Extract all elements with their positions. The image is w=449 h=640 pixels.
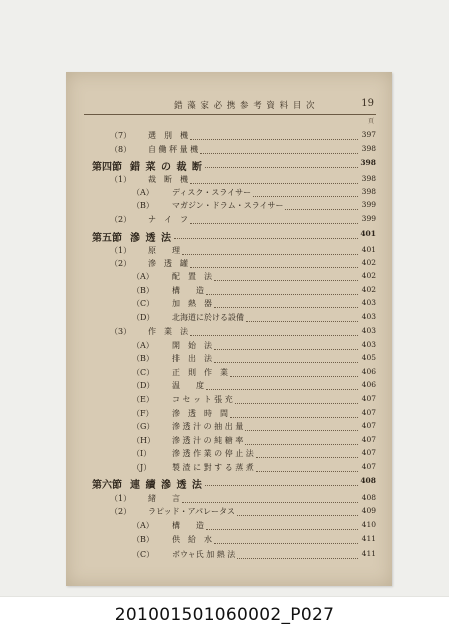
leader-dots — [214, 348, 358, 350]
toc-entry — [0, 435, 449, 449]
toc-entry — [0, 258, 449, 272]
entry-label: （7） — [110, 131, 132, 140]
entry-page: 406 — [361, 380, 376, 389]
entry-label: （2） — [110, 259, 132, 268]
leader-dots — [237, 514, 358, 516]
leader-dots — [182, 501, 358, 503]
entry-text: 作 業 法 — [148, 327, 188, 336]
leader-dots — [214, 361, 358, 363]
leader-dots — [246, 320, 358, 322]
leader-dots — [245, 443, 358, 445]
entry-label: （B） — [132, 535, 154, 544]
entry-label: （J） — [132, 463, 152, 472]
toc-entry — [0, 298, 449, 312]
entry-page: 410 — [361, 520, 376, 529]
entry-label: （C） — [132, 299, 155, 308]
toc-section-entry — [0, 158, 449, 172]
entry-text: 滲 透 罐 — [148, 259, 188, 268]
leader-dots — [214, 306, 358, 308]
toc-entry — [0, 245, 449, 259]
toc-entry — [0, 421, 449, 435]
entry-page: 398 — [361, 187, 376, 196]
running-header — [84, 97, 376, 113]
leader-dots — [253, 195, 358, 197]
entry-text: 滲 透 汁 の 抽 出 量 — [172, 422, 244, 431]
toc-entry — [0, 214, 449, 228]
entry-text: 自 働 秤 量 機 — [148, 145, 199, 154]
toc-section-entry — [0, 476, 449, 490]
leader-dots — [205, 484, 358, 486]
entry-label: （3） — [110, 327, 132, 336]
entry-label: （2） — [110, 215, 132, 224]
header-page-number: 19 — [361, 98, 374, 109]
entry-text: 供 給 水 — [172, 535, 212, 544]
section-title: 連 續 滲 透 法 — [130, 480, 203, 491]
toc-entry — [0, 462, 449, 476]
entry-text: 選 別 機 — [148, 131, 188, 140]
entry-page: 407 — [361, 421, 376, 430]
entry-page: 402 — [361, 271, 376, 280]
toc-entry — [0, 130, 449, 144]
section-label: 第五節 — [92, 233, 122, 244]
entry-text: 原 理 — [148, 246, 180, 255]
leader-dots — [214, 542, 358, 544]
toc-entry — [0, 312, 449, 326]
toc-entry — [0, 380, 449, 394]
entry-page: 403 — [361, 340, 376, 349]
toc-entry — [0, 174, 449, 188]
entry-page: 403 — [361, 326, 376, 335]
entry-label: （D） — [132, 313, 155, 322]
entry-page: 399 — [361, 214, 376, 223]
entry-text: 北海道に於ける設備 — [172, 313, 244, 322]
entry-page: 408 — [360, 476, 376, 485]
entry-page: 398 — [360, 158, 376, 167]
toc-entry — [0, 448, 449, 462]
entry-label: （C） — [132, 550, 155, 559]
entry-page: 407 — [361, 394, 376, 403]
entry-page: 407 — [361, 408, 376, 417]
entry-label: （G） — [132, 422, 155, 431]
entry-page: 397 — [361, 130, 376, 139]
section-title: 錯 菜 の 裁 断 — [130, 162, 203, 173]
leader-dots — [200, 152, 358, 154]
entry-page: 408 — [361, 493, 376, 502]
entry-label: （1） — [110, 246, 132, 255]
entry-text: 滲 透 作 業 の 停 止 法 — [172, 449, 254, 458]
leader-dots — [190, 182, 358, 184]
entry-text: 製 渣 に 對 す る 蒸 煮 — [172, 463, 254, 472]
leader-dots — [190, 266, 358, 268]
toc-entry — [0, 367, 449, 381]
leader-dots — [190, 334, 358, 336]
entry-page: 409 — [361, 506, 376, 515]
entry-label: （B） — [132, 201, 154, 210]
leader-dots — [285, 208, 358, 210]
toc-entry — [0, 394, 449, 408]
leader-dots — [205, 166, 358, 168]
entry-label: （1） — [110, 175, 132, 184]
entry-text: ナ イ フ — [148, 215, 188, 224]
entry-label: （H） — [132, 436, 155, 445]
leader-dots — [245, 429, 358, 431]
entry-label: （1） — [110, 494, 132, 503]
section-label: 第六節 — [92, 480, 122, 491]
entry-label: （E） — [132, 395, 154, 404]
leader-dots — [237, 557, 358, 559]
entry-text: コ セ ッ ト 張 充 — [172, 395, 233, 404]
toc-entry — [0, 534, 449, 548]
toc-entry — [0, 549, 449, 563]
entry-page: 401 — [360, 229, 376, 238]
toc-entry — [0, 493, 449, 507]
entry-page: 407 — [361, 435, 376, 444]
entry-page: 402 — [361, 258, 376, 267]
toc-entry — [0, 506, 449, 520]
entry-page: 407 — [361, 462, 376, 471]
entry-page: 398 — [361, 174, 376, 183]
toc-entry — [0, 271, 449, 285]
entry-page: 411 — [361, 549, 376, 558]
entry-text: 正 則 作 業 — [172, 368, 228, 377]
entry-page: 405 — [361, 353, 376, 362]
entry-page: 403 — [361, 298, 376, 307]
entry-label: （A） — [132, 521, 154, 530]
toc-entry — [0, 285, 449, 299]
leader-dots — [174, 237, 358, 239]
leader-dots — [206, 293, 358, 295]
toc-entry — [0, 353, 449, 367]
entry-page: 407 — [361, 448, 376, 457]
toc-entry — [0, 326, 449, 340]
entry-label: （8） — [110, 145, 132, 154]
toc-entry — [0, 144, 449, 158]
leader-dots — [182, 253, 358, 255]
entry-text: マガジン・ドラム・スライサー — [172, 201, 284, 210]
entry-page: 402 — [361, 285, 376, 294]
toc-entry — [0, 340, 449, 354]
entry-label: （F） — [132, 409, 154, 418]
leader-dots — [230, 375, 358, 377]
entry-label: （D） — [132, 381, 155, 390]
entry-text: 排 出 法 — [172, 354, 212, 363]
entry-text: 滲 透 時 間 — [172, 409, 228, 418]
entry-page: 406 — [361, 367, 376, 376]
toc-entry — [0, 520, 449, 534]
entry-text: 緒 言 — [148, 494, 180, 503]
toc-entry — [0, 408, 449, 422]
entry-label: （C） — [132, 368, 155, 377]
entry-page: 398 — [361, 144, 376, 153]
entry-label: （2） — [110, 507, 132, 516]
leader-dots — [235, 402, 358, 404]
entry-label: （B） — [132, 354, 154, 363]
image-caption: 201001501060002_P027 — [114, 605, 335, 625]
section-title: 滲 透 法 — [130, 233, 172, 244]
page-unit-label: 頁 — [368, 118, 375, 125]
entry-text: ディスク・スライサー — [172, 188, 252, 197]
leader-dots — [206, 528, 358, 530]
leader-dots — [256, 456, 358, 458]
entry-text: 配 置 法 — [172, 272, 212, 281]
entry-text: ラピッド・アパレータス — [148, 507, 236, 516]
entry-text: 開 始 法 — [172, 341, 212, 350]
entry-text: 加 熱 器 — [172, 299, 212, 308]
entry-page: 399 — [361, 200, 376, 209]
entry-text: 温 度 — [172, 381, 204, 390]
section-label: 第四節 — [92, 162, 122, 173]
entry-label: （A） — [132, 341, 154, 350]
entry-text: 構 造 — [172, 286, 204, 295]
leader-dots — [190, 222, 358, 224]
leader-dots — [206, 388, 358, 390]
entry-text: 構 造 — [172, 521, 204, 530]
entry-text: 裁 断 機 — [148, 175, 188, 184]
leader-dots — [214, 279, 358, 281]
leader-dots — [256, 470, 358, 472]
leader-dots — [230, 416, 358, 418]
entry-label: （A） — [132, 272, 154, 281]
header-title: 錯 藻 家 必 携 参 考 資 料 目 次 — [174, 101, 316, 111]
toc-section-entry — [0, 229, 449, 243]
leader-dots — [190, 138, 358, 140]
entry-page: 411 — [361, 534, 376, 543]
entry-text: 滲 透 汁 の 純 糖 率 — [172, 436, 244, 445]
entry-label: （B） — [132, 286, 154, 295]
entry-page: 401 — [361, 245, 376, 254]
entry-label: （A） — [132, 188, 154, 197]
header-rule — [84, 114, 376, 115]
entry-label: （I） — [132, 449, 152, 458]
entry-text: ボウャ氏 加 熱 法 — [172, 550, 236, 559]
toc-entry — [0, 187, 449, 201]
entry-page: 403 — [361, 312, 376, 321]
toc-entry — [0, 200, 449, 214]
